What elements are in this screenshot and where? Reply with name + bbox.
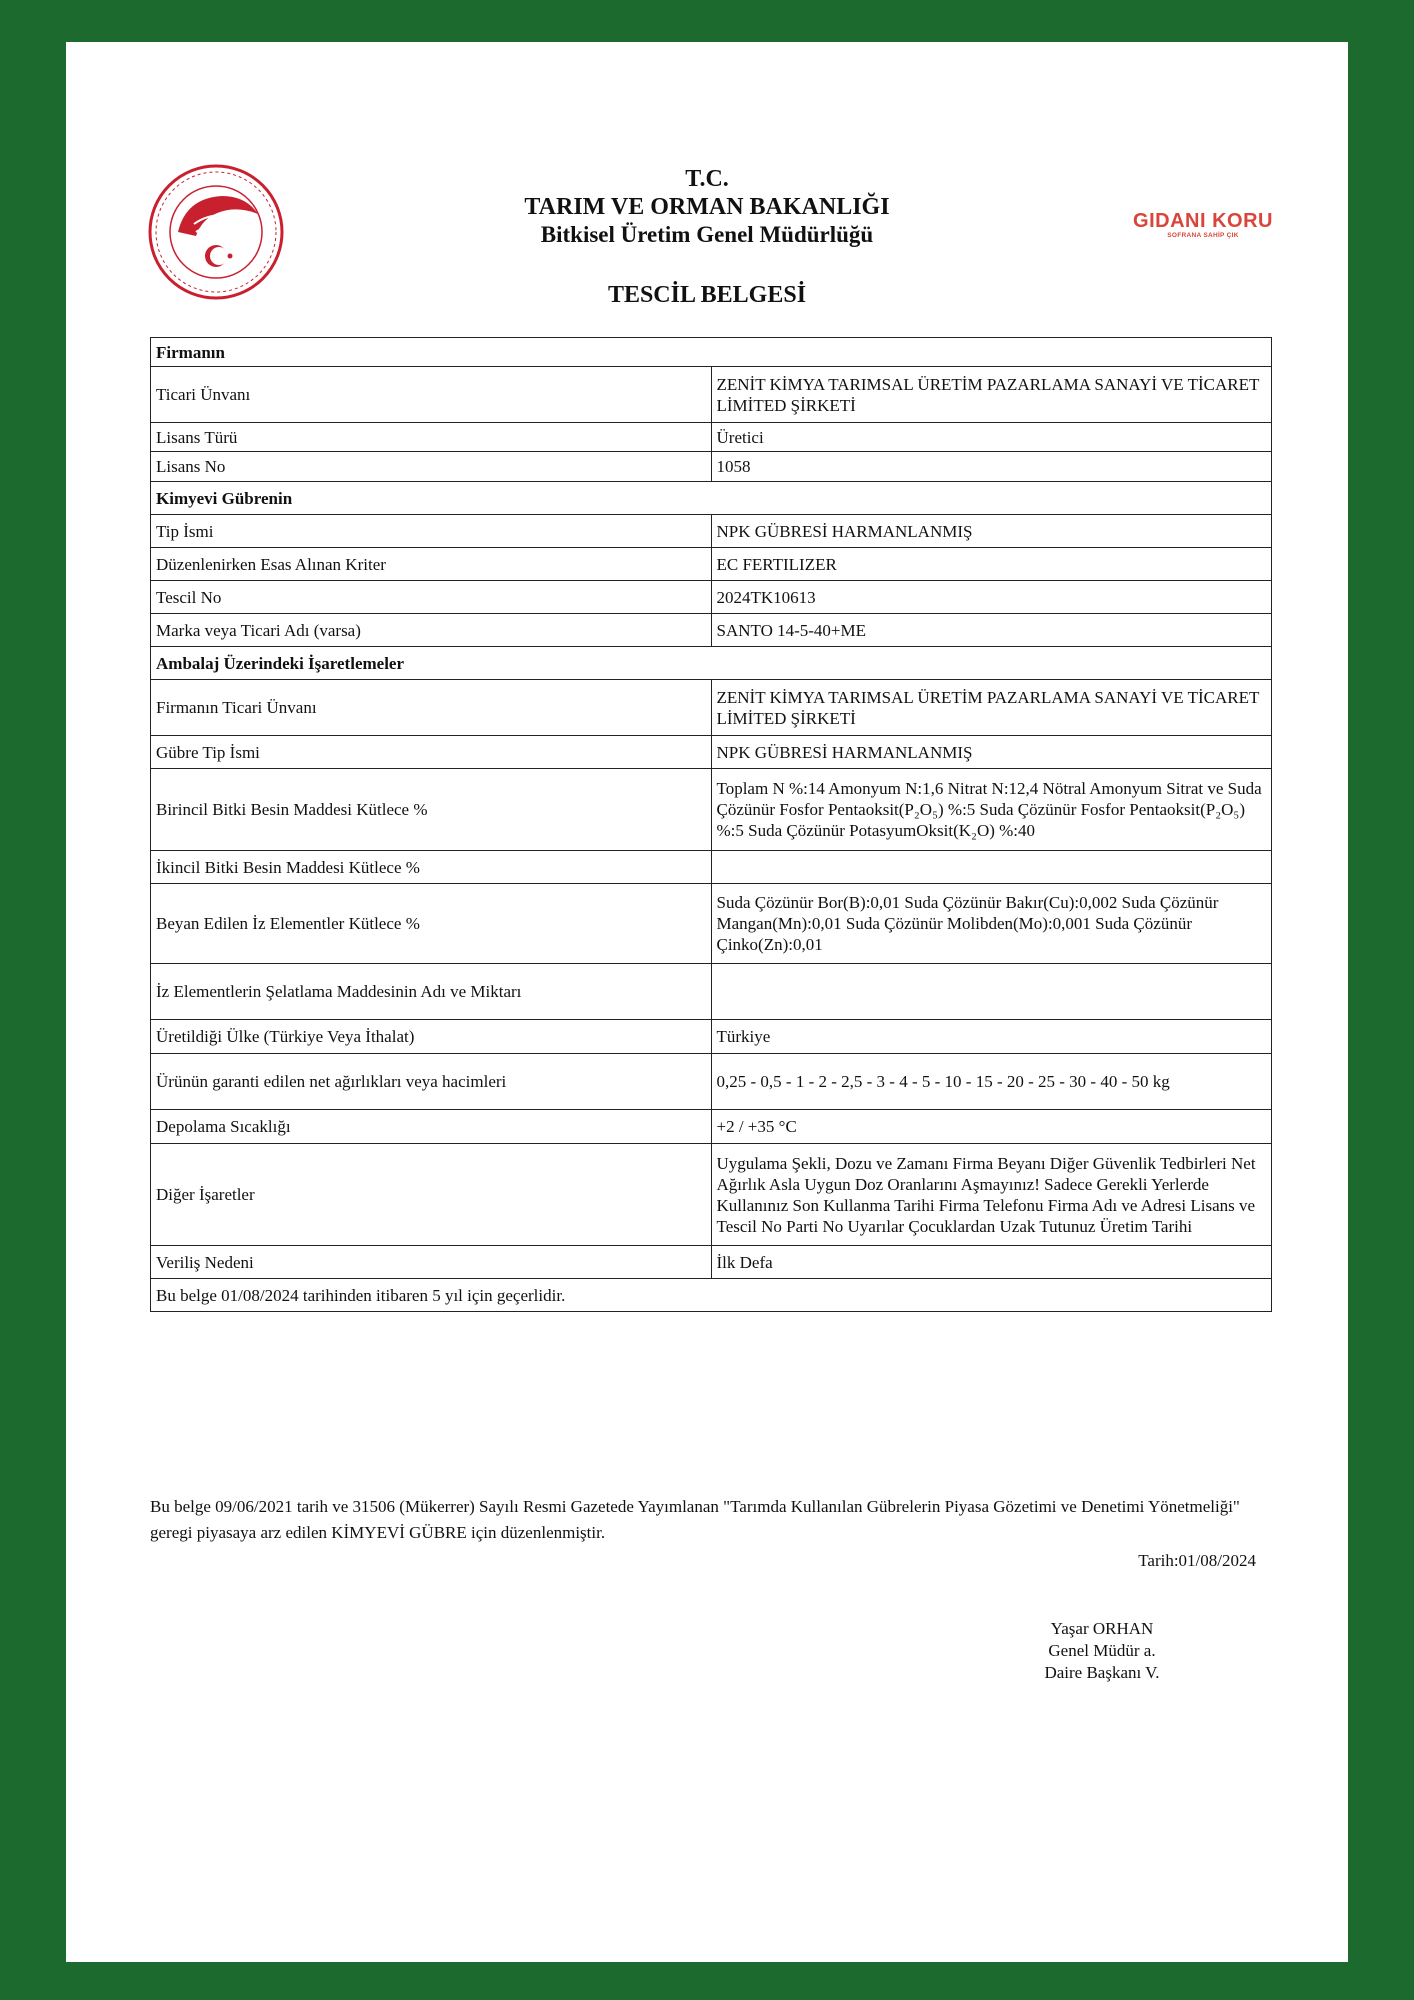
section-firm: Firmanın xyxy=(151,338,1272,367)
brand-name: GIDANI KORU xyxy=(1133,210,1273,232)
other-markings-value: Uygulama Şekli, Dozu ve Zamanı Firma Beyanı Diğer Güvenlik Tedbirleri Net Ağırlık Asla Uygun Doz Oranlarını Aşmayınız! Sadece Gerekli Yerlerde Kullanınız Son Kullanma Tarihi Firma Telefonu Firma Adı ve Adresi Lisans ve Tescil No Parti No Uyarılar Çocuklardan Uzak Tutunuz Üretim Tarihi xyxy=(711,1144,1272,1246)
origin-country-value: Türkiye xyxy=(711,1020,1272,1054)
license-type-value: Üretici xyxy=(711,423,1272,452)
trace-elements-value: Suda Çözünür Bor(B):0,01 Suda Çözünür Bakır(Cu):0,002 Suda Çözünür Mangan(Mn):0,01 Suda Çözünür Molibden(Mo):0,001 Suda Çözünür Çinko(Zn):0,01 xyxy=(711,884,1272,964)
header-tc: T.C. xyxy=(685,166,729,192)
primary-nutrients-label: Birincil Bitki Besin Maddesi Kütlece % xyxy=(151,769,712,851)
signature-block xyxy=(1002,1618,1202,1684)
issue-reason-value: İlk Defa xyxy=(711,1246,1272,1279)
chelating-agent-value xyxy=(711,964,1272,1020)
brand-name-value: SANTO 14-5-40+ME xyxy=(711,614,1272,647)
license-type-label: Lisans Türü xyxy=(151,423,712,452)
firm-trade-name-label: Ticari Ünvanı xyxy=(151,367,712,423)
certificate-page xyxy=(66,42,1348,1962)
pkg-firm-name-value: ZENİT KİMYA TARIMSAL ÜRETİM PAZARLAMA SANAYİ VE TİCARET LİMİTED ŞİRKETİ xyxy=(711,680,1272,736)
brand-tagline: SOFRANA SAHİP ÇIK xyxy=(1167,232,1239,239)
firm-trade-name-value: ZENİT KİMYA TARIMSAL ÜRETİM PAZARLAMA SANAYİ VE TİCARET LİMİTED ŞİRKETİ xyxy=(711,367,1272,423)
brand-name-label: Marka veya Ticari Adı (varsa) xyxy=(151,614,712,647)
signatory-title-2: Daire Başkanı V. xyxy=(1044,1663,1160,1682)
section-packaging: Ambalaj Üzerindeki İşaretlemeler xyxy=(151,647,1272,680)
signatory-title-1: Genel Müdür a. xyxy=(1048,1641,1156,1660)
signatory-name: Yaşar ORHAN xyxy=(1050,1619,1154,1638)
type-name-label: Tip İsmi xyxy=(151,515,712,548)
pkg-type-name-label: Gübre Tip İsmi xyxy=(151,736,712,769)
document-title: TESCİL BELGESİ xyxy=(607,282,807,308)
header-ministry: TARIM VE ORMAN BAKANLIĞI xyxy=(524,194,890,220)
secondary-nutrients-label: İkincil Bitki Besin Maddesi Kütlece % xyxy=(151,851,712,884)
net-weights-label: Ürünün garanti edilen net ağırlıkları veya hacimleri xyxy=(151,1054,712,1110)
criteria-label: Düzenlenirken Esas Alınan Kriter xyxy=(151,548,712,581)
pkg-type-name-value: NPK GÜBRESİ HARMANLANMIŞ xyxy=(711,736,1272,769)
origin-country-label: Üretildiği Ülke (Türkiye Veya İthalat) xyxy=(151,1020,712,1054)
issue-date: Tarih:01/08/2024 xyxy=(1138,1551,1256,1570)
chelating-agent-label: İz Elementlerin Şelatlama Maddesinin Adı ve Miktarı xyxy=(151,964,712,1020)
pkg-firm-name-label: Firmanın Ticari Ünvanı xyxy=(151,680,712,736)
header-directorate: Bitkisel Üretim Genel Müdürlüğü xyxy=(540,222,874,247)
trace-elements-label: Beyan Edilen İz Elementler Kütlece % xyxy=(151,884,712,964)
criteria-value: EC FERTILIZER xyxy=(711,548,1272,581)
secondary-nutrients-value xyxy=(711,851,1272,884)
registration-no-value: 2024TK10613 xyxy=(711,581,1272,614)
registration-no-label: Tescil No xyxy=(151,581,712,614)
issue-reason-label: Veriliş Nedeni xyxy=(151,1246,712,1279)
storage-temp-value: +2 / +35 °C xyxy=(711,1110,1272,1144)
regulation-notice: Bu belge 09/06/2021 tarih ve 31506 (Mükerrer) Sayılı Resmi Gazetede Yayımlanan "Tarımda Kullanılan Gübrelerin Piyasa Gözetimi ve Denetimi Yönetmeliği" geregi piyasaya arz edilen KİMYEVİ GÜBRE için düzenlenmiştir. xyxy=(150,1497,1240,1542)
registration-table xyxy=(150,337,1272,1312)
net-weights-value: 0,25 - 0,5 - 1 - 2 - 2,5 - 3 - 4 - 5 - 10 - 15 - 20 - 25 - 30 - 40 - 50 kg xyxy=(711,1054,1272,1110)
other-markings-label: Diğer İşaretler xyxy=(151,1144,712,1246)
type-name-value: NPK GÜBRESİ HARMANLANMIŞ xyxy=(711,515,1272,548)
license-no-label: Lisans No xyxy=(151,452,712,482)
section-fertilizer: Kimyevi Gübrenin xyxy=(151,482,1272,515)
primary-nutrients-value: Toplam N %:14 Amonyum N:1,6 Nitrat N:12,4 Nötral Amonyum Sitrat ve Suda Çözünür Fosfor Pentaoksit(P₂O₅) %:5 Suda Çözünür Fosfor Pentaoksit(P₂O₅) %:5 Suda Çözünür PotasyumOksit(K₂O) %:40 xyxy=(711,769,1272,851)
validity-statement: Bu belge 01/08/2024 tarihinden itibaren 5 yıl için geçerlidir. xyxy=(151,1279,1272,1312)
license-no-value: 1058 xyxy=(711,452,1272,482)
storage-temp-label: Depolama Sıcaklığı xyxy=(151,1110,712,1144)
